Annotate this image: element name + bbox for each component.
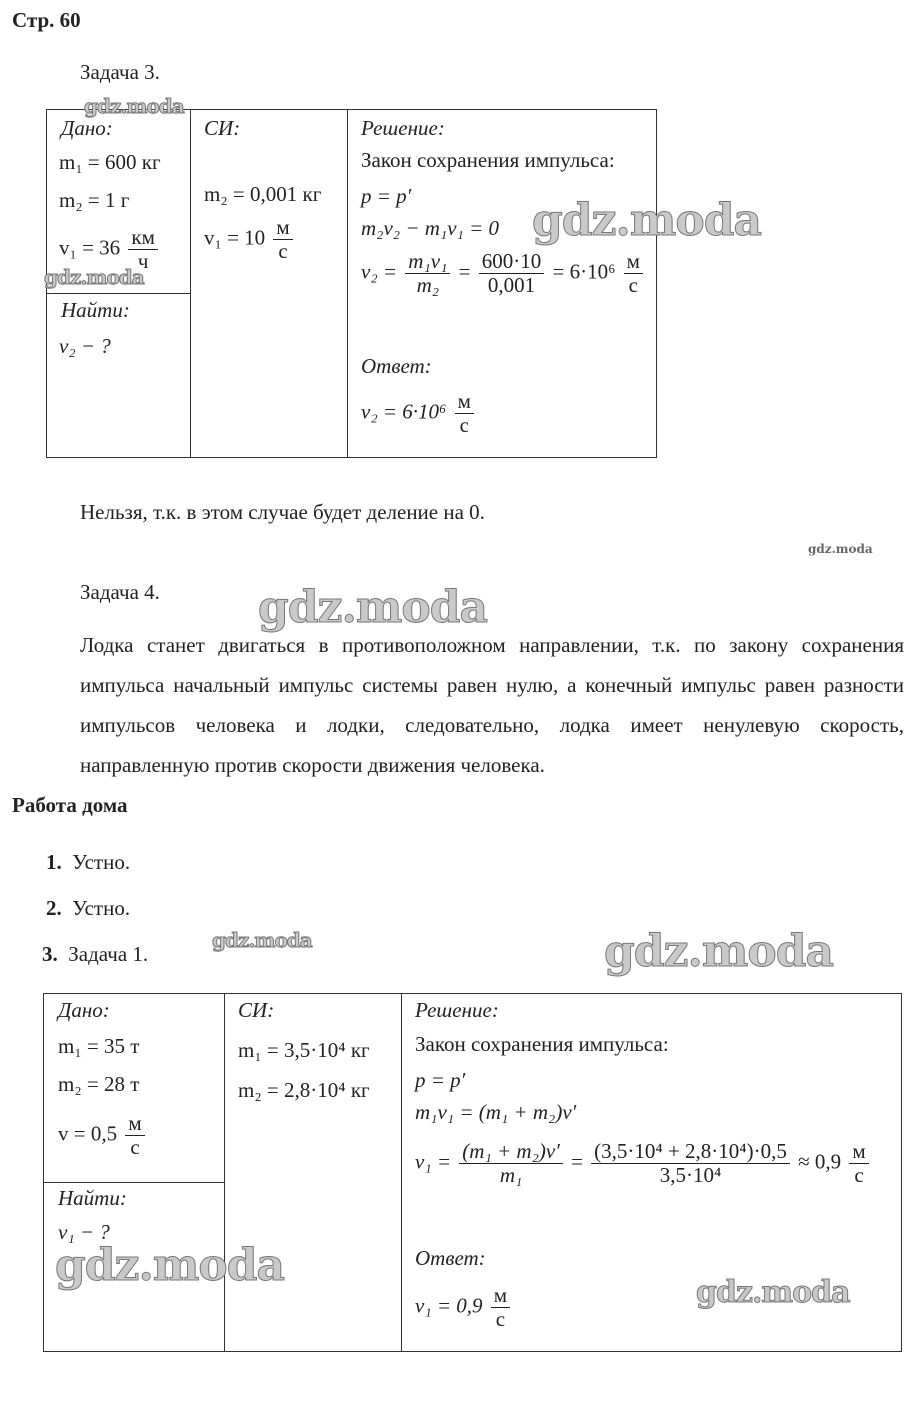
find-label: Найти: (61, 298, 130, 322)
answer-label: Ответ: (415, 1246, 486, 1270)
answer-label: Ответ: (361, 354, 432, 378)
solution-label: Решение: (415, 998, 499, 1022)
law-text: Закон сохранения импульса: (361, 148, 615, 172)
eq1: p = p′ (361, 184, 412, 208)
homework-heading: Работа дома (12, 793, 128, 817)
eq2: m₁v₁ = (m₁ + m₂)v′ (415, 1100, 577, 1124)
task3-title: Задача 3. (80, 60, 160, 84)
eq1: p = p′ (415, 1068, 466, 1092)
answer-value: v₁ = 0,9 $\frac{м}{с}$ (415, 1284, 513, 1331)
find-value: v₁ − ? (58, 1220, 110, 1244)
given-label: Дано: (61, 116, 113, 140)
si-label: СИ: (204, 116, 241, 140)
eq3: v₂ = $\frac{\text{m₁v₁}}{\text{m₂}}$ = $\frac{600\cdot 10}{0,001}$ = 6·10⁶ $\frac{м}{с}$ (361, 250, 646, 297)
page-number: Стр. 60 (12, 8, 81, 32)
watermark: gdz.moda (604, 926, 834, 977)
find-label: Найти: (58, 1186, 127, 1210)
si-v1: v₁ = 10 $\frac{м}{с}$ (204, 216, 296, 263)
solution-label: Решение: (361, 116, 445, 140)
find-value: v₂ − ? (59, 334, 111, 358)
note-text: Нельзя, т.к. в этом случае будет деление на 0. (80, 500, 485, 524)
task4-title: Задача 4. (80, 580, 160, 604)
homework-item: 1. Устно. (46, 850, 131, 874)
si-m2: m₂ = 2,8·10⁴ кг (238, 1078, 370, 1102)
given-m1: m₁ = 35 т (58, 1034, 140, 1058)
eq2: m₂v₂ − m₁v₁ = 0 (361, 216, 500, 240)
given-label: Дано: (58, 998, 110, 1022)
watermark: gdz.moda (258, 582, 488, 633)
watermark: gdz.moda (55, 1240, 285, 1291)
eq3: v₁ = $\frac{\text{(m₁ + m₂)v′}}{\text{m₁}}$ = $\frac{\text{(3,5·10⁴ + 2,8·10⁴)·0,5}}{\text{3,5·10⁴}}$ ≈ 0,9 $\frac{м}{с}$ (415, 1140, 872, 1187)
watermark: gdz.moda (696, 1275, 850, 1310)
watermark: gdz.moda (212, 928, 312, 952)
given-v: v = 0,5 $\frac{м}{с}$ (58, 1112, 148, 1159)
given-m2: m₂ = 28 т (58, 1072, 140, 1096)
given-m2: m₂ = 1 г (59, 188, 130, 212)
watermark: gdz.moda (84, 94, 184, 118)
si-m2: m₂ = 0,001 кг (204, 182, 322, 206)
given-m1: m₁ = 600 кг (59, 150, 161, 174)
given-v1: v₁ = 36 $\frac{км}{ч}$ (59, 226, 161, 273)
law-text: Закон сохранения импульса: (415, 1032, 669, 1056)
answer-value: v₂ = 6·10⁶ $\frac{м}{с}$ (361, 390, 477, 437)
homework-item: 3. Задача 1. (42, 942, 149, 966)
homework-item: 2. Устно. (46, 896, 131, 920)
si-label: СИ: (238, 998, 275, 1022)
watermark: gdz.moda (532, 195, 762, 246)
small-watermark: gdz.moda (808, 542, 873, 556)
si-m1: m₁ = 3,5·10⁴ кг (238, 1038, 370, 1062)
task4-text: Лодка станет двигаться в противоположном направлении, т.к. по закону сохранения импульса начальный импульс системы равен нулю, а конечный импульс равен разности импульсов человека и лодки, следовательно, лодка имеет ненулевую скорость, направленную против скорости движения человека. (80, 633, 904, 777)
watermark: gdz.moda (44, 265, 144, 289)
